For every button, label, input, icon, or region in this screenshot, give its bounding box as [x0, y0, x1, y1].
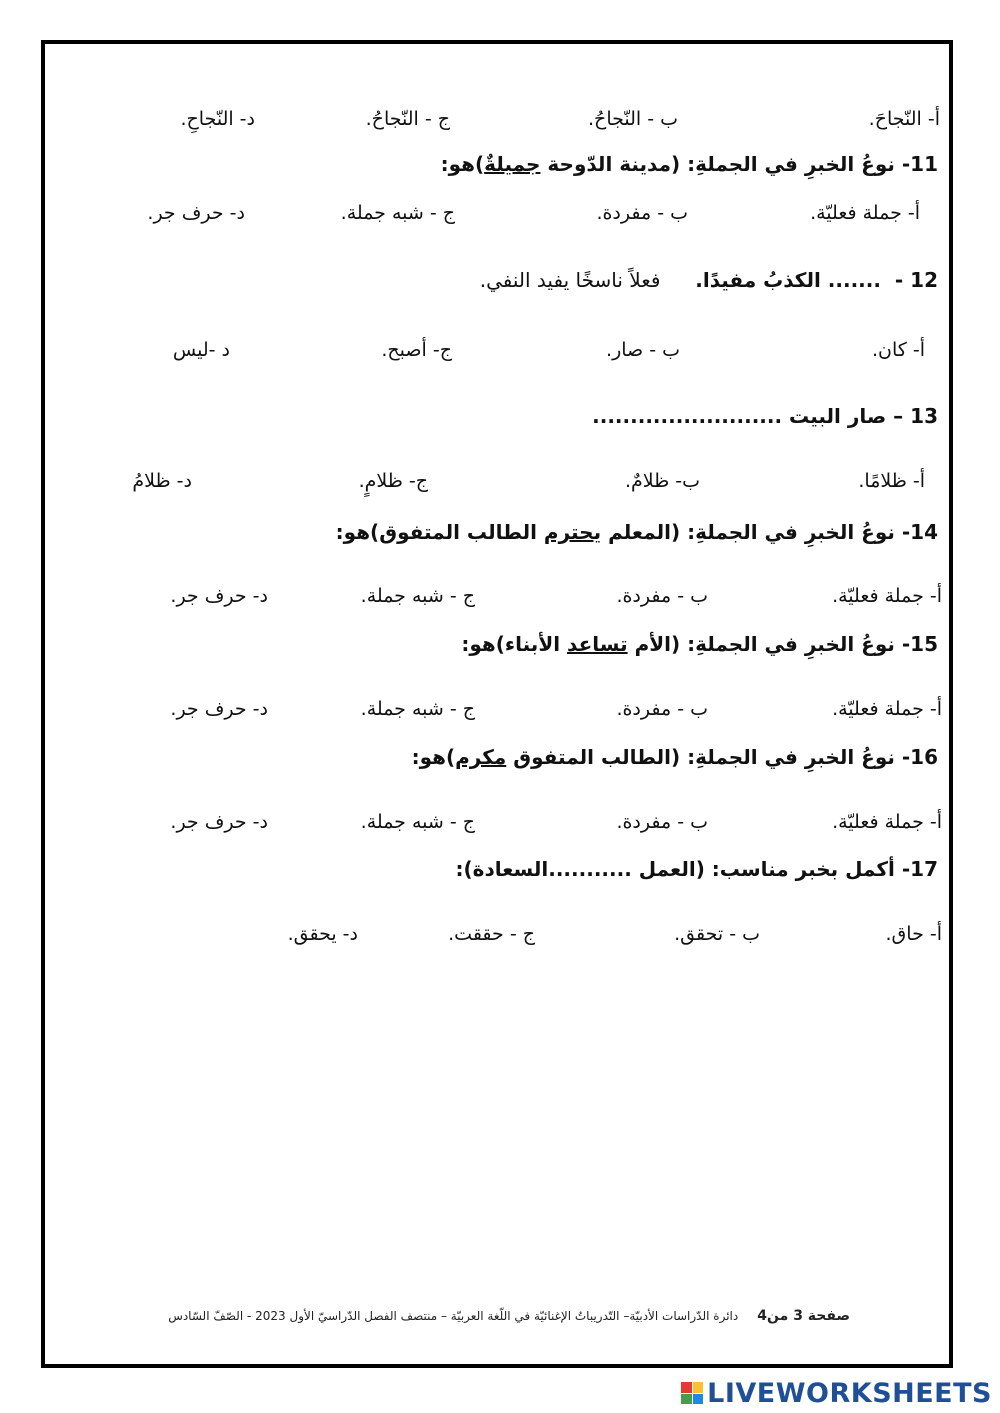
q10-option-c[interactable]: ج - النّجاحُ. — [365, 108, 450, 130]
q16-option-c[interactable]: ج - شبه جملة. — [360, 811, 475, 833]
q13-option-c[interactable]: ج- ظلامٍ. — [358, 470, 428, 492]
q15-options — [0, 698, 1000, 738]
q10-options — [0, 108, 1000, 148]
q15-option-b[interactable]: ب - مفردة. — [616, 698, 708, 720]
q17-option-c[interactable]: ج - حققت. — [448, 923, 535, 945]
page-footer — [168, 1308, 850, 1324]
q17-option-a[interactable]: أ- حاق. — [885, 923, 942, 945]
q14-underlined-word: يحترم — [543, 520, 602, 544]
q17-question: 17- أكمل بخبر مناسب: (العمل ...........السعادة): — [455, 857, 938, 881]
q15-underlined-word: تساعد — [567, 632, 628, 656]
q17-option-d[interactable]: د- يحقق. — [287, 923, 358, 945]
q17-options — [0, 923, 1000, 963]
q11-option-a[interactable]: أ- جملة فعليّة. — [810, 202, 920, 224]
q10-option-a[interactable]: أ- النّجاحَ. — [868, 108, 940, 130]
q12-option-c[interactable]: ج- أصبح. — [381, 339, 452, 361]
q12-option-a[interactable]: أ- كان. — [871, 339, 925, 361]
q13-option-a[interactable]: أ- ظلامًا. — [858, 470, 925, 492]
q13-option-b[interactable]: ب- ظلامٌ. — [624, 470, 700, 492]
q13-question: 13 – صار البيت ......................... — [592, 404, 938, 428]
page-number: صفحة 3 من4 — [757, 1308, 850, 1324]
brand-name: LIVEWORKSHEETS — [707, 1377, 992, 1409]
q11-underlined-word: جميلةٌ — [484, 152, 541, 176]
footer-text: دائرة الدّراسات الأدبيّة– التّدريباتُ الإغنائيّة في اللّغة العربيّة – منتصف الفصل الدّراسيّ الأول 2023 - الصّفّ السّادس — [168, 1309, 739, 1323]
q12-options — [0, 339, 1000, 379]
q16-option-d[interactable]: د- حرف جر. — [170, 811, 268, 833]
q10-option-b[interactable]: ب - النّجاحُ. — [588, 108, 678, 130]
q12-option-d[interactable]: د -ليس — [172, 339, 230, 361]
q15-option-d[interactable]: د- حرف جر. — [170, 698, 268, 720]
q11-option-b[interactable]: ب - مفردة. — [596, 202, 688, 224]
q12-question: 12 - ....... الكذبُ مفيدًا. فعلاً ناسخًا يفيد النفي. — [479, 268, 938, 292]
q17-option-b[interactable]: ب - تحقق. — [674, 923, 760, 945]
q14-option-a[interactable]: أ- جملة فعليّة. — [832, 585, 942, 607]
q15-option-c[interactable]: ج - شبه جملة. — [360, 698, 475, 720]
q14-option-d[interactable]: د- حرف جر. — [170, 585, 268, 607]
liveworksheets-logo-icon — [681, 1382, 703, 1404]
q16-options — [0, 811, 1000, 851]
q12-hint: فعلاً ناسخًا يفيد النفي. — [479, 268, 661, 292]
q16-underlined-word: مكرم — [455, 745, 507, 769]
q14-option-b[interactable]: ب - مفردة. — [616, 585, 708, 607]
q15-option-a[interactable]: أ- جملة فعليّة. — [832, 698, 942, 720]
q13-option-d[interactable]: د- ظلامُ — [132, 470, 192, 492]
q12-option-b[interactable]: ب - صار. — [606, 339, 680, 361]
q16-option-a[interactable]: أ- جملة فعليّة. — [832, 811, 942, 833]
q14-option-c[interactable]: ج - شبه جملة. — [360, 585, 475, 607]
q11-option-d[interactable]: د- حرف جر. — [147, 202, 245, 224]
q11-option-c[interactable]: ج - شبه جملة. — [340, 202, 455, 224]
q13-options — [0, 470, 1000, 510]
liveworksheets-brand[interactable] — [681, 1376, 992, 1410]
q16-question: 16- نوعُ الخبرِ في الجملةِ: (الطالب المتفوق مكرم)هو: — [411, 745, 938, 769]
q10-option-d[interactable]: د- النّجاحِ. — [180, 108, 255, 130]
q11-options — [0, 202, 1000, 242]
q16-option-b[interactable]: ب - مفردة. — [616, 811, 708, 833]
q14-options — [0, 585, 1000, 625]
q11-question: 11- نوعُ الخبرِ في الجملةِ: (مدينة الدّوحة جميلةٌ)هو: — [440, 152, 938, 176]
q14-question: 14- نوعُ الخبرِ في الجملةِ: (المعلم يحترم الطالب المتفوق)هو: — [335, 520, 938, 544]
q15-question: 15- نوعُ الخبرِ في الجملةِ: (الأم تساعد الأبناء)هو: — [461, 632, 938, 656]
